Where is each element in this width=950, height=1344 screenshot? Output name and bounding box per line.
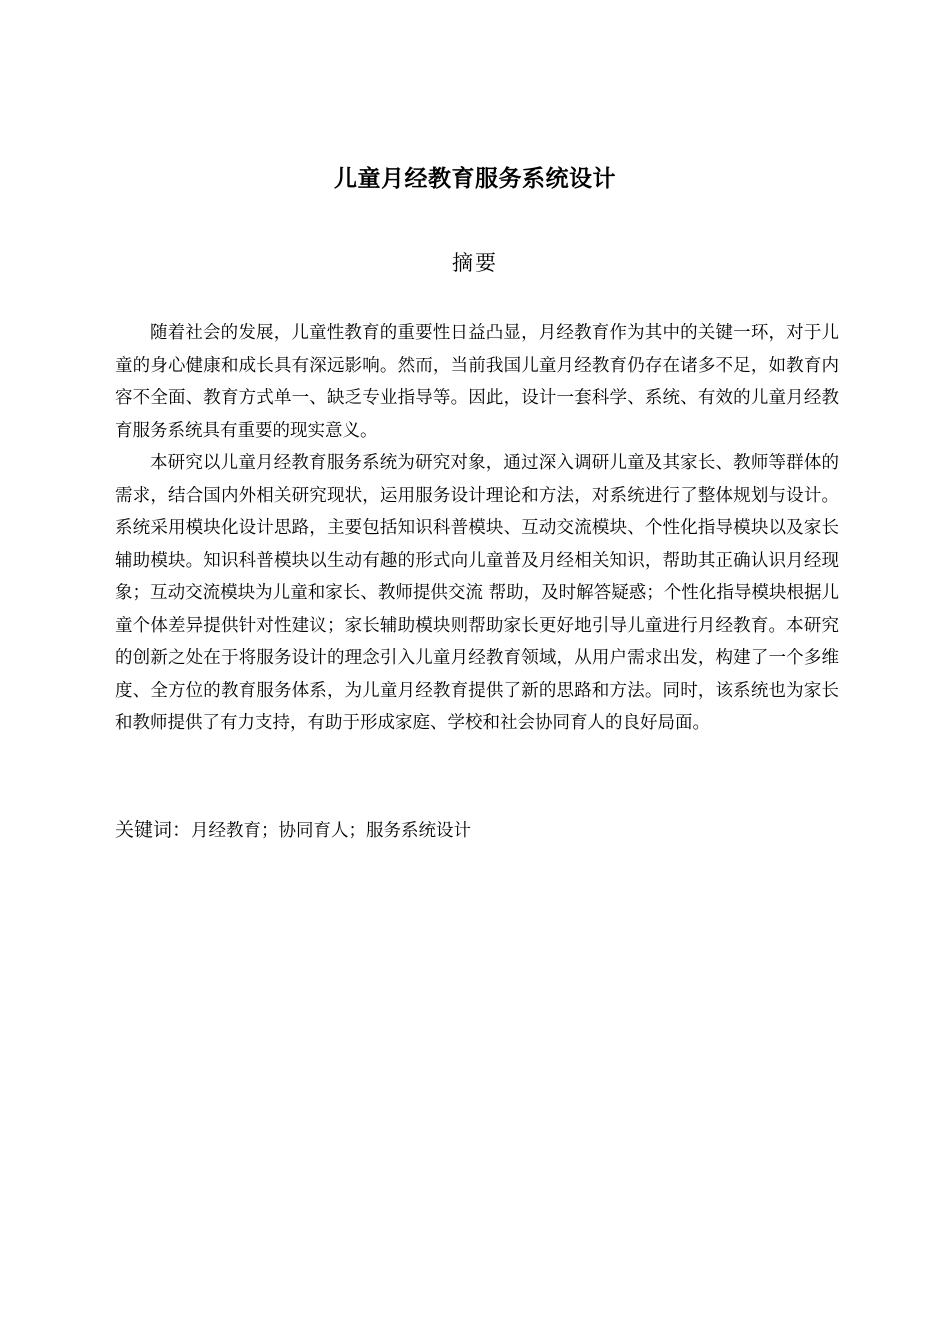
document-title: 儿童月经教育服务系统设计	[334, 166, 616, 192]
keywords-values: 月经教育；协同育人；服务系统设计	[191, 821, 472, 841]
abstract-body	[115, 317, 839, 740]
keywords-label: 关键词：	[115, 819, 192, 841]
keywords-line	[115, 815, 839, 846]
abstract-heading: 摘要	[452, 251, 498, 275]
abstract-paragraph-1: 随着社会的发展，儿童性教育的重要性日益凸显，月经教育作为其中的关键一环，对于儿童的身心健康和成长具有深远影响。然而，当前我国儿童月经教育仍存在诸多不足，如教育内容不全面、教育方式单一、缺乏专业指导等。因此，设计一套科学、系统、有效的儿童月经教育服务系统具有重要的现实意义。	[115, 323, 839, 441]
abstract-paragraph-2: 本研究以儿童月经教育服务系统为研究对象，通过深入调研儿童及其家长、教师等群体的需求，结合国内外相关研究现状，运用服务设计理论和方法，对系统进行了整体规划与设计。系统采用模块化设计思路，主要包括知识科普模块、互动交流模块、个性化指导模块以及家长辅助模块。知识科普模块以生动有趣的形式向儿童普及月经相关知识，帮助其正确认识月经现象；互动交流模块为儿童和家长、教师提供交流 帮助，及时解答疑惑；个性化指导模块根据儿童个体差异提供针对性建议；家长辅助模块则帮助家长更好地引导儿童进行月经教育。本研究的创新之处在于将服务设计的理念引入儿童月经教育领域，从用户需求出发，构建了一个多维度、全方位的教育服务体系，为儿童月经教育提供了新的思路和方法。同时，该系统也为家长和教师提供了有力支持，有助于形成家庭、学校和社会协同育人的良好局面。	[115, 453, 839, 733]
